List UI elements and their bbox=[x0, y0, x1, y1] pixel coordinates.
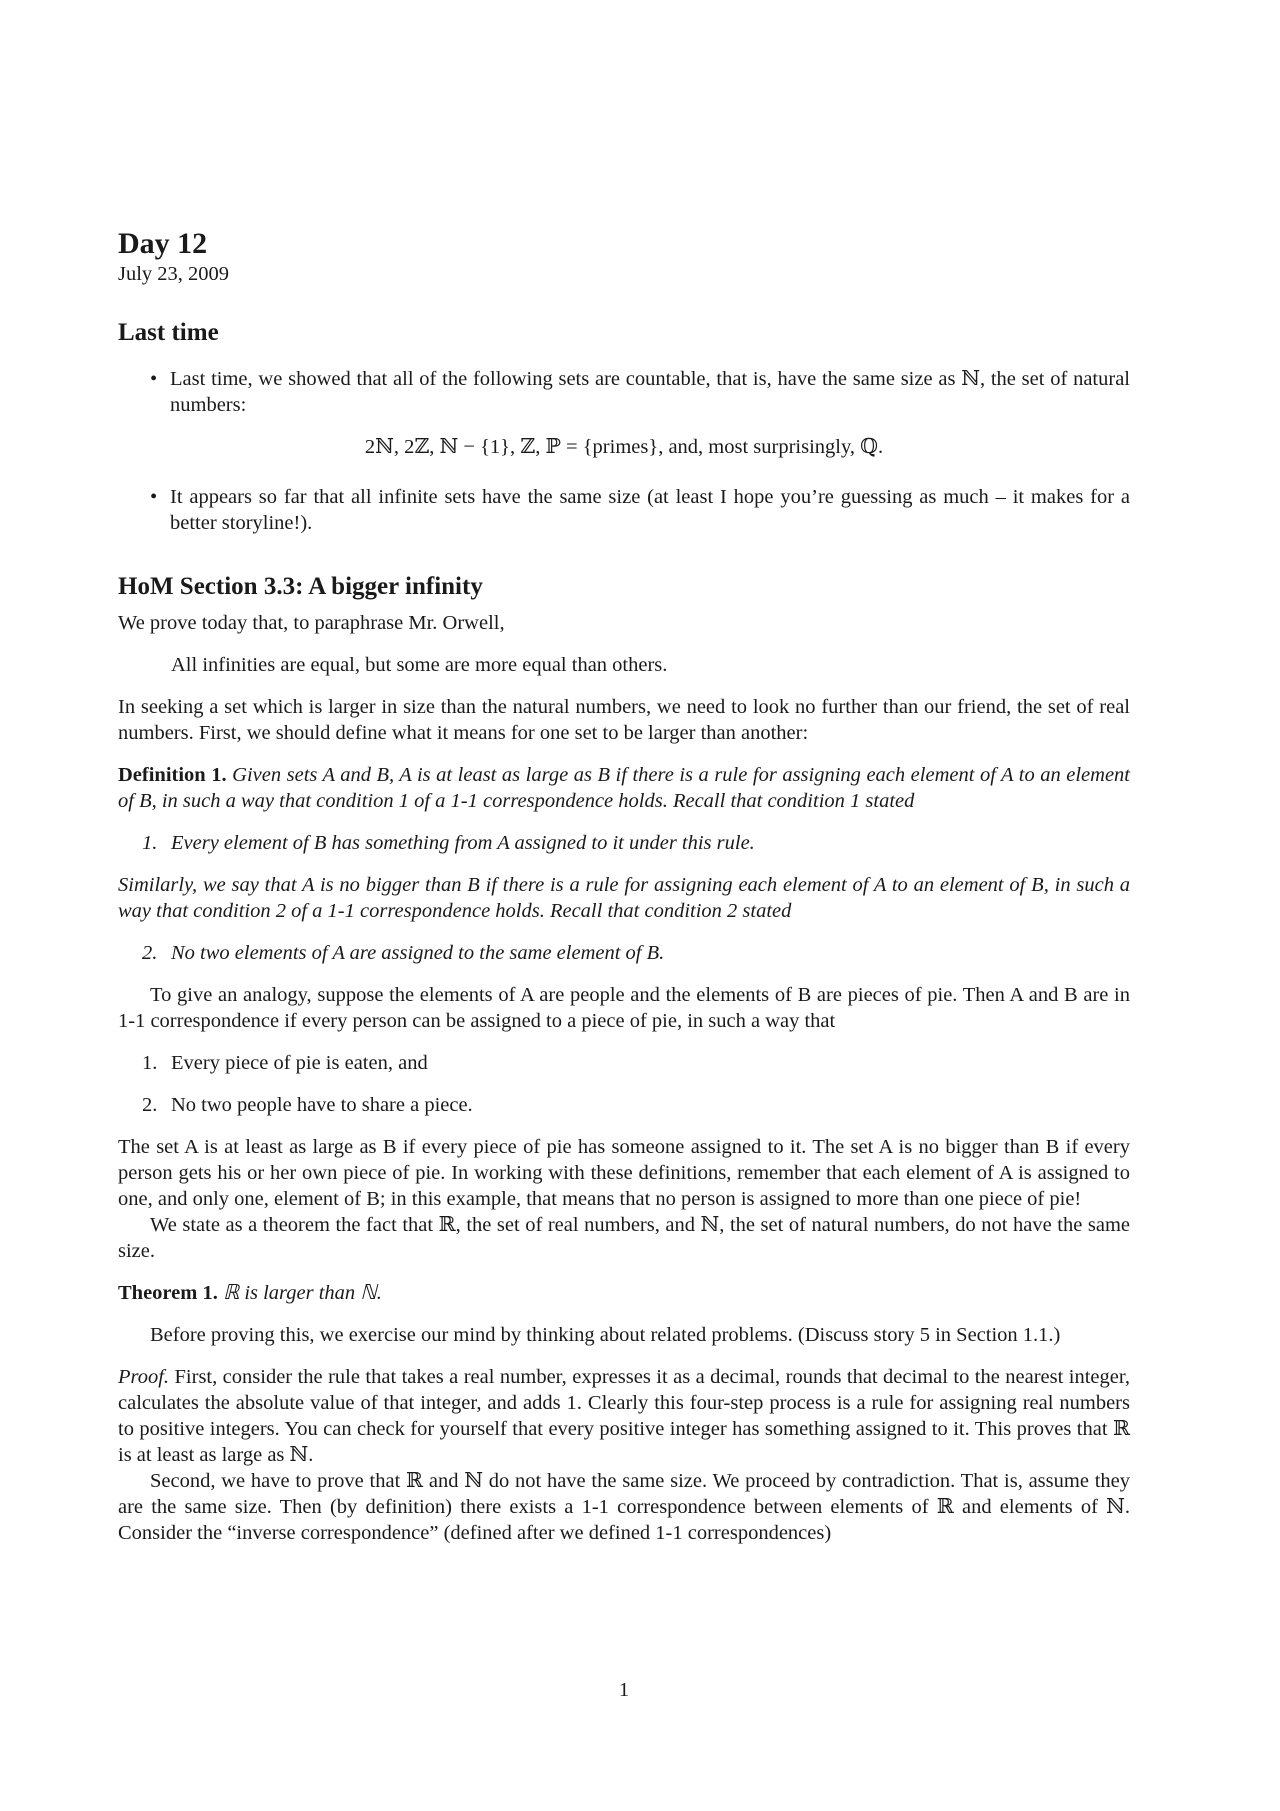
item-text: Every piece of pie is eaten, and bbox=[171, 1052, 428, 1074]
document-date: July 23, 2009 bbox=[118, 263, 230, 285]
section-bigger-infinity bbox=[118, 572, 1130, 1546]
definition-text: Given sets A and B, A is at least as large as B if there is a rule for assigning each element of A to an element of B, in such a way that condition 1 of a 1-1 correspondence holds. Recall that condition 1 stated bbox=[118, 764, 1130, 812]
quotation: All infinities are equal, but some are more equal than others. bbox=[171, 654, 668, 676]
paragraph: Before proving this, we exercise our mind by thinking about related problems. (Discuss story 5 in Section 1.1.) bbox=[150, 1324, 1061, 1346]
list-item bbox=[118, 484, 1130, 536]
list-item bbox=[118, 830, 1130, 856]
definition bbox=[118, 762, 1130, 814]
section-heading: HoM Section 3.3: A bigger infinity bbox=[118, 573, 483, 600]
theorem-text: ℝ is larger than ℕ. bbox=[222, 1282, 382, 1304]
proof bbox=[118, 1364, 1130, 1468]
item-number: 2. bbox=[142, 942, 158, 964]
page-number: 1 bbox=[618, 1679, 630, 1701]
bullet-text: It appears so far that all infinite sets have the same size (at least I hope you’re guessing as much – it makes for a better storyline!). bbox=[170, 486, 1130, 534]
bullet-list bbox=[118, 484, 1130, 536]
bullet-text: Last time, we showed that all of the following sets are countable, that is, have the same size as ℕ, the set of natural numbers: bbox=[170, 368, 1130, 416]
paragraph: We prove today that, to paraphrase Mr. Orwell, bbox=[118, 612, 505, 634]
display-math: 2ℕ, 2ℤ, ℕ − {1}, ℤ, ℙ = {primes}, and, most surprisingly, ℚ. bbox=[364, 436, 884, 458]
item-text: No two elements of A are assigned to the same element of B. bbox=[171, 942, 665, 964]
list-item bbox=[118, 366, 1130, 418]
list-item bbox=[118, 1050, 1130, 1076]
item-text: No two people have to share a piece. bbox=[171, 1094, 473, 1116]
paragraph: In seeking a set which is larger in size than the natural numbers, we need to look no further than our friend, the set of real numbers. First, we should define what it means for one set to be larger than another: bbox=[118, 696, 1130, 744]
bullet-list bbox=[118, 366, 1130, 418]
definition-continued: Similarly, we say that A is no bigger than B if there is a rule for assigning each element of A to an element of B, in such a way that condition 2 of a 1-1 correspondence holds. Recall that condition 2 stated bbox=[118, 874, 1130, 922]
document-title: Day 12 bbox=[118, 227, 208, 260]
paragraph: We state as a theorem the fact that ℝ, the set of real numbers, and ℕ, the set of natural numbers, do not have the same size. bbox=[118, 1214, 1130, 1262]
proof-text: First, consider the rule that takes a real number, expresses it as a decimal, rounds that decimal to the nearest integer, calculates the absolute value of that integer, and adds 1. Clearly this four-step process is a rule for assigning real numbers to positive integers. You can check for yourself that every positive integer has something assigned to it. This proves that ℝ is at least as large as ℕ. bbox=[118, 1366, 1130, 1466]
item-number: 1. bbox=[142, 1052, 158, 1074]
section-last-time bbox=[118, 318, 1130, 536]
bullet-icon: • bbox=[150, 368, 158, 390]
list-item bbox=[118, 940, 1130, 966]
paragraph: To give an analogy, suppose the elements of A are people and the elements of B are pieces of pie. Then A and B are in 1-1 correspondence if every person can be assigned to a piece of pie, in such a way that bbox=[118, 984, 1130, 1032]
list-item bbox=[118, 1092, 1130, 1118]
paragraph: The set A is at least as large as B if every piece of pie has someone assigned to it. The set A is no bigger than B if every person gets his or her own piece of pie. In working with these definitions, remember that each element of A is assigned to one, and only one, element of B; in this example, that means that no person is assigned to more than one piece of pie! bbox=[118, 1136, 1130, 1210]
proof-label: Proof. bbox=[118, 1366, 170, 1388]
item-number: 2. bbox=[142, 1094, 158, 1116]
theorem-label: Theorem 1. bbox=[118, 1282, 218, 1304]
item-text: Every element of B has something from A assigned to it under this rule. bbox=[171, 832, 755, 854]
paragraph: Second, we have to prove that ℝ and ℕ do not have the same size. We proceed by contradiction. That is, assume they are the same size. Then (by definition) there exists a 1-1 correspondence between elements of ℝ and elements of ℕ. Consider the “inverse correspondence” (defined after we defined 1-1 correspondences) bbox=[118, 1470, 1130, 1544]
item-number: 1. bbox=[142, 832, 158, 854]
theorem bbox=[118, 1280, 1130, 1306]
bullet-icon: • bbox=[150, 486, 158, 508]
title-block bbox=[118, 226, 1130, 286]
section-heading: Last time bbox=[118, 319, 219, 346]
definition-label: Definition 1. bbox=[118, 764, 227, 786]
